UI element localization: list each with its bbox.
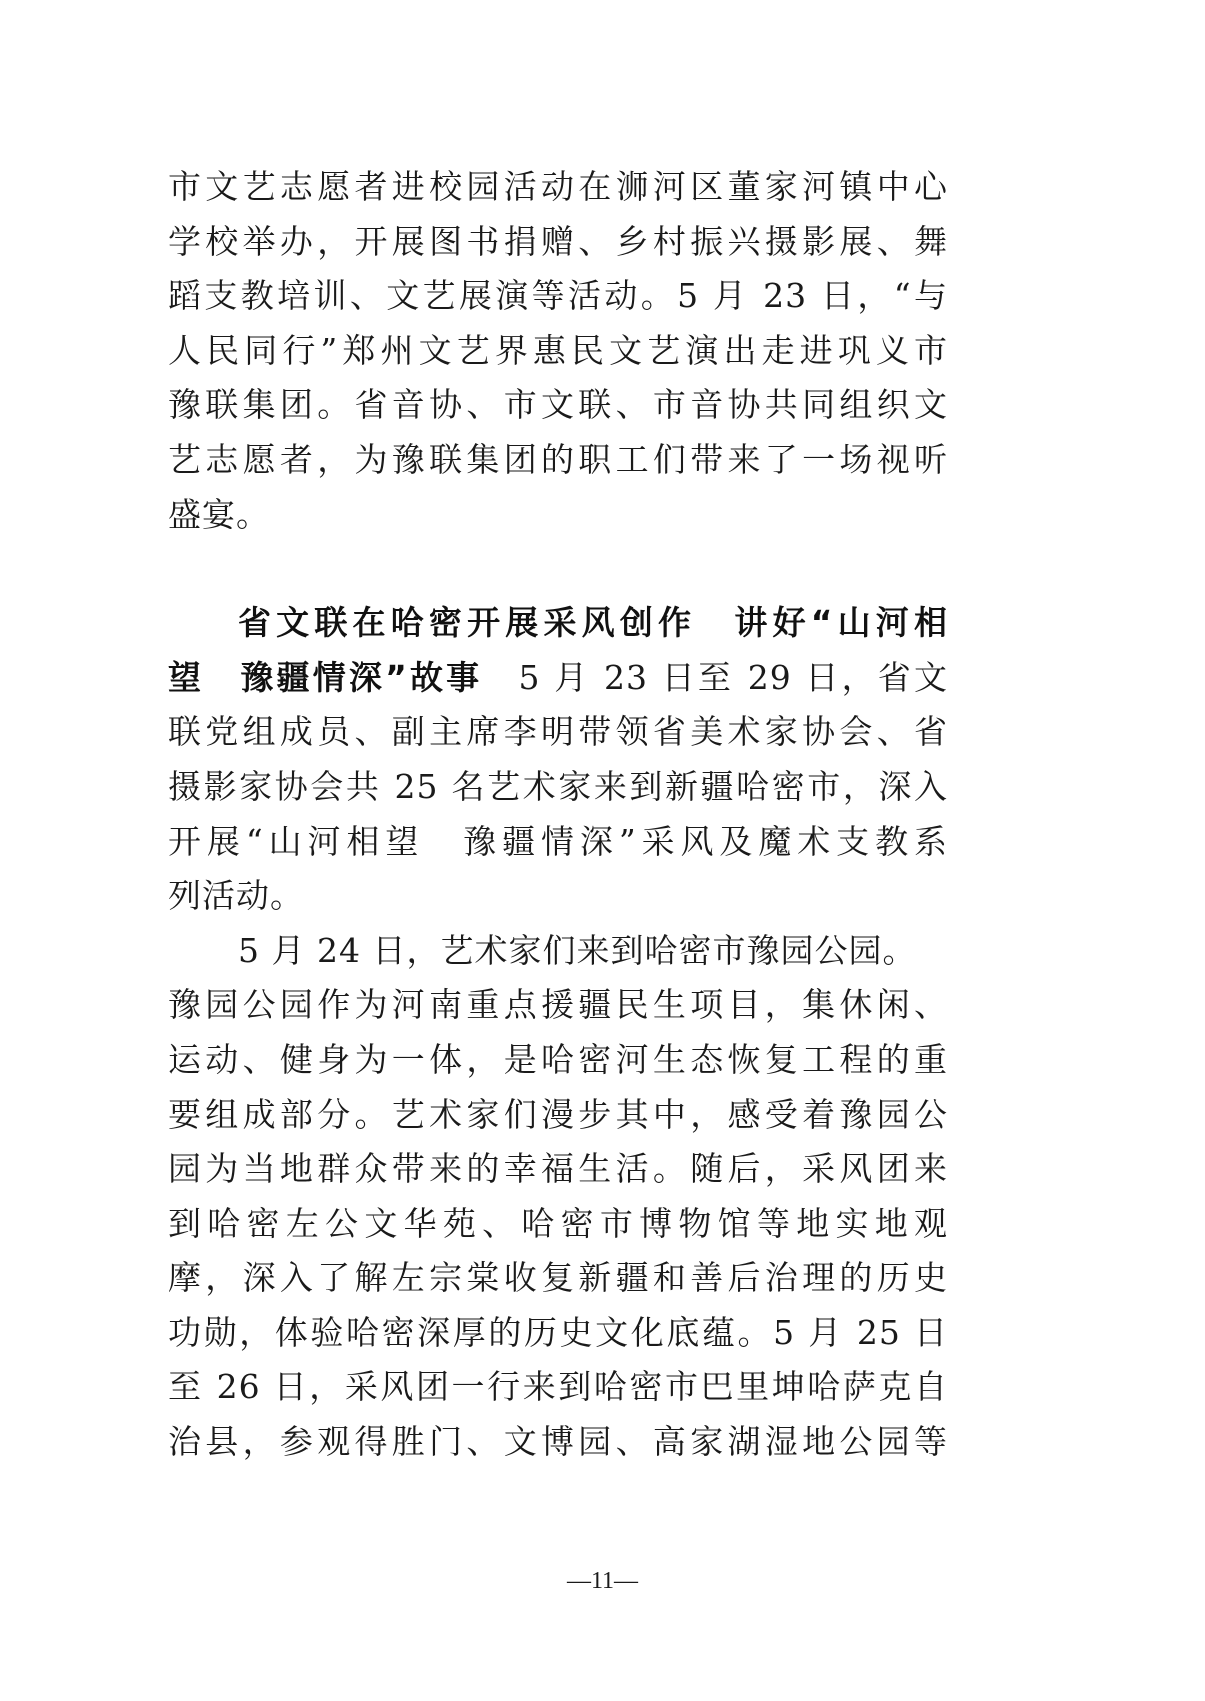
document-page <box>168 160 948 1470</box>
paragraph-line: 联党组成员、副主席李明带领省美术家协会、省 <box>168 712 948 752</box>
paragraph-line: 要组成部分。艺术家们漫步其中，感受着豫园公 <box>168 1094 948 1134</box>
paragraph-line: 学校举办，开展图书捐赠、乡村振兴摄影展、舞 <box>168 221 948 261</box>
paragraph-line: 园为当地群众带来的幸福生活。随后，采风团来 <box>168 1149 948 1189</box>
paragraph-line: 列活动。 <box>168 876 304 916</box>
paragraph-line: 盛宴。 <box>168 494 270 534</box>
paragraph-text: 5 月 23 日至 29 日，省文 <box>482 657 948 697</box>
paragraph-line: 蹈支教培训、文艺展演等活动。5 月 23 日，“与 <box>168 276 948 316</box>
paragraph-line: 5 月 24 日，艺术家们来到哈密市豫园公园。 <box>238 930 917 970</box>
paragraph-line: 摩，深入了解左宗棠收复新疆和善后治理的历史 <box>168 1258 948 1298</box>
paragraph-line: 市文艺志愿者进校园活动在浉河区董家河镇中心 <box>168 167 948 206</box>
section-heading-continued <box>168 651 948 706</box>
page-number: —11— <box>566 1568 639 1594</box>
paragraph-line: 功勋，体验哈密深厚的历史文化底蕴。5 月 25 日 <box>168 1312 948 1352</box>
section-heading-tail: 望 豫疆情深”故事 <box>168 657 483 697</box>
paragraph-line: 人民同行”郑州文艺界惠民文艺演出走进巩义市 <box>168 330 948 370</box>
paragraph-line: 豫园公园作为河南重点援疆民生项目，集休闲、 <box>168 985 948 1025</box>
paragraph-line: 艺志愿者，为豫联集团的职工们带来了一场视听 <box>168 439 948 479</box>
paragraph-line: 治县，参观得胜门、文博园、高家湖湿地公园等 <box>168 1422 948 1462</box>
section-gap <box>168 542 948 596</box>
section-heading: 省文联在哈密开展采风创作 讲好“山河相 <box>238 603 948 643</box>
paragraph-line: 运动、健身为一体，是哈密河生态恢复工程的重 <box>168 1039 948 1079</box>
paragraph-line: 到哈密左公文华苑、哈密市博物馆等地实地观 <box>168 1203 948 1243</box>
paragraph-line: 至 26 日，采风团一行来到哈密市巴里坤哈萨克自 <box>168 1367 948 1407</box>
paragraph-line: 摄影家协会共 25 名艺术家来到新疆哈密市，深入 <box>168 766 948 806</box>
paragraph-line: 豫联集团。省音协、市文联、市音协共同组织文 <box>168 385 948 425</box>
paragraph-line: 开展“山河相望 豫疆情深”采风及魔术支教系 <box>168 821 948 861</box>
